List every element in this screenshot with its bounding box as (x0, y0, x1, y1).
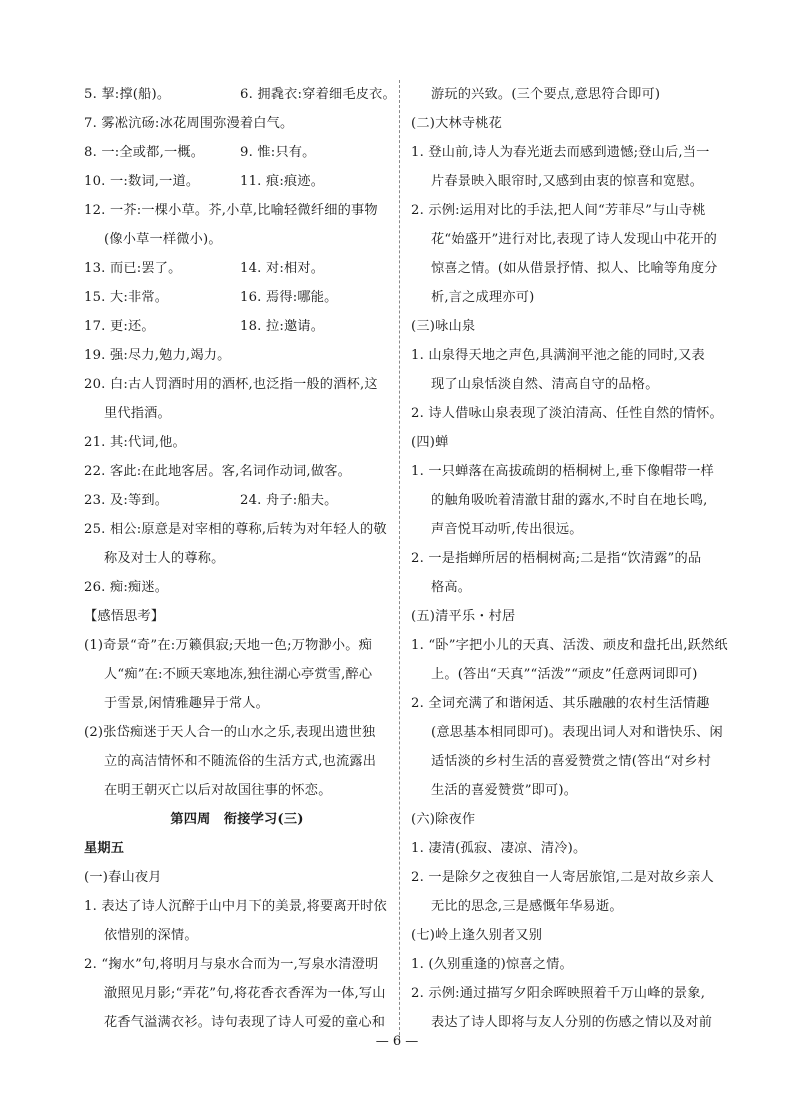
text-line: 生活的喜爱赞赏”即可)。 (431, 783, 578, 798)
column-divider (399, 80, 400, 1040)
entry-right: 14. 对:相对。 (240, 261, 325, 276)
entry-right: 9. 惟:只有。 (240, 145, 316, 160)
text-line (84, 254, 390, 283)
text-line: 1. (久别重逢的)惊喜之情。 (411, 957, 573, 972)
text-line: 25. 相公:原意是对宰相的尊称,后转为对年轻人的敬 (84, 522, 387, 537)
entry-left: 8. 一:全或都,一概。 (84, 145, 205, 160)
text-line: 人“痴”在:不顾天寒地冻,独往湖心亭赏雪,醉心 (104, 667, 373, 682)
text-line: 澈照见月影;“弄花”句,将花香衣香浑为一体,写山 (104, 986, 386, 1001)
text-line: 26. 痴:痴迷。 (84, 580, 169, 595)
text-line: 2. 全词充满了和谐闲适、其乐融融的农村生活情趣 (411, 696, 710, 711)
text-line: (四)蝉 (411, 435, 449, 450)
text-line: 立的高洁情怀和不随流俗的生活方式,也流露出 (104, 754, 377, 769)
text-line (84, 80, 396, 109)
text-line: 称及对士人的尊称。 (104, 551, 225, 566)
text-line (84, 283, 390, 312)
text-line: 格高。 (431, 580, 472, 595)
text-line: 游玩的兴致。(三个要点,意思符合即可) (431, 87, 661, 102)
entry-left: 5. 挈:撑(船)。 (84, 87, 171, 102)
text-line: 2. 诗人借咏山泉表现了淡泊清高、任性自然的情怀。 (411, 406, 723, 421)
text-line (84, 167, 390, 196)
text-line: 析,言之成理亦可) (431, 290, 535, 305)
text-line: 惊喜之情。(如从借景抒情、拟人、比喻等角度分 (431, 261, 718, 276)
text-line: (1)奇景“奇”在:万籁俱寂;天地一色;万物渺小。痴 (84, 638, 373, 653)
text-line: 22. 客此:在此地客居。客,名词作动词,做客。 (84, 464, 351, 479)
text-line: 现了山泉恬淡自然、清高自守的品格。 (431, 377, 659, 392)
text-line: 20. 白:古人罚酒时用的酒杯,也泛指一般的酒杯,这 (84, 377, 378, 392)
text-line: 【感悟思考】 (84, 609, 165, 624)
text-line: (2)张岱痴迷于天人合一的山水之乐,表现出遗世独 (84, 725, 376, 740)
text-line: 1. 山泉得天地之声色,具满涧平池之能的同时,又表 (411, 348, 705, 363)
text-line: 无比的思念,三是感慨年华易逝。 (431, 899, 623, 914)
text-line: 1. 凄清(孤寂、凄凉、清冷)。 (411, 841, 587, 856)
text-line: 星期五 (84, 841, 125, 856)
text-line (84, 486, 390, 515)
text-line: 表达了诗人即将与友人分别的伤感之情以及对前 (431, 1015, 713, 1030)
text-line: (七)岭上逢久别者又别 (411, 928, 543, 943)
entry-right: 16. 焉得:哪能。 (240, 290, 338, 305)
entry-left: 17. 更:还。 (84, 319, 155, 334)
text-line: (六)除夜作 (411, 812, 476, 827)
entry-left: 10. 一:数词,一道。 (84, 174, 200, 189)
text-line (84, 138, 390, 167)
entry-right: 24. 舟子:船夫。 (240, 493, 338, 508)
text-line: (二)大林寺桃花 (411, 116, 503, 131)
text-line: (五)清平乐・村居 (411, 609, 516, 624)
text-line: 上。(答出“天真”“活泼”“顽皮”任意两词即可) (431, 667, 698, 682)
text-line: (一)春山夜月 (84, 870, 162, 885)
text-line: (三)咏山泉 (411, 319, 476, 334)
entry-right: 18. 拉:邀请。 (240, 319, 325, 334)
text-line: 声音悦耳动听,传出很远。 (431, 522, 583, 537)
text-line: 21. 其:代词,他。 (84, 435, 186, 450)
text-line: 19. 强:尽力,勉力,竭力。 (84, 348, 231, 363)
text-line: 的触角吸吮着清澈甘甜的露水,不时自在地长鸣, (431, 493, 708, 508)
entry-right: 11. 痕:痕迹。 (240, 174, 325, 189)
text-line: (意思基本相同即可)。表现出词人对和谐快乐、闲 (431, 725, 723, 740)
text-line: 适恬淡的乡村生活的喜爱赞赏之情(答出“对乡村 (431, 754, 712, 769)
text-line: 2. “掬水”句,将明月与泉水合而为一,写泉水清澄明 (84, 957, 379, 972)
text-line: 7. 雾凇沆砀:冰花周围弥漫着白气。 (84, 116, 294, 131)
text-line: 2. 一是除夕之夜独自一人寄居旅馆,二是对故乡亲人 (411, 870, 714, 885)
text-line: 12. 一芥:一棵小草。芥,小草,比喻轻微纤细的事物 (84, 203, 378, 218)
text-line: 片春景映入眼帘时,又感到由衷的惊喜和宽慰。 (431, 174, 704, 189)
text-line: 1. 一只蝉落在高拔疏朗的梧桐树上,垂下像帽带一样 (411, 464, 714, 479)
entry-right: 6. 拥毳衣:穿着细毛皮衣。 (240, 87, 396, 102)
text-line: 在明王朝灭亡以后对故国往事的怀恋。 (104, 783, 332, 798)
page-number: — 6 — (375, 1034, 419, 1049)
entry-left: 15. 大:非常。 (84, 290, 169, 305)
text-line: 1. “卧”字把小儿的天真、活泼、顽皮和盘托出,跃然纸 (411, 638, 728, 653)
text-line: 花“始盛开”进行对比,表现了诗人发现山中花开的 (431, 232, 718, 247)
entry-left: 13. 而已:罢了。 (84, 261, 182, 276)
text-line: 2. 一是指蝉所居的梧桐树高;二是指“饮清露”的品 (411, 551, 702, 566)
text-line: 1. 表达了诗人沉醉于山中月下的美景,将要离开时依 (84, 899, 387, 914)
entry-left: 23. 及:等到。 (84, 493, 169, 508)
right-column (411, 80, 728, 1037)
text-line: 2. 示例:通过描写夕阳余晖映照着千万山峰的景象, (411, 986, 706, 1001)
section-heading: 第四周 衔接学习(三) (170, 812, 304, 827)
text-line: 2. 示例:运用对比的手法,把人间“芳菲尽”与山寺桃 (411, 203, 706, 218)
text-line: 花香气溢满衣衫。诗句表现了诗人可爱的童心和 (104, 1015, 386, 1030)
text-line: 依惜别的深情。 (104, 928, 198, 943)
left-column (84, 80, 396, 1037)
text-line: 于雪景,闲情雅趣异于常人。 (104, 696, 270, 711)
text-line: (像小草一样微小)。 (104, 232, 222, 247)
text-line: 里代指酒。 (104, 406, 171, 421)
text-line (84, 312, 390, 341)
text-line: 1. 登山前,诗人为春光逝去而感到遗憾;登山后,当一 (411, 145, 710, 160)
